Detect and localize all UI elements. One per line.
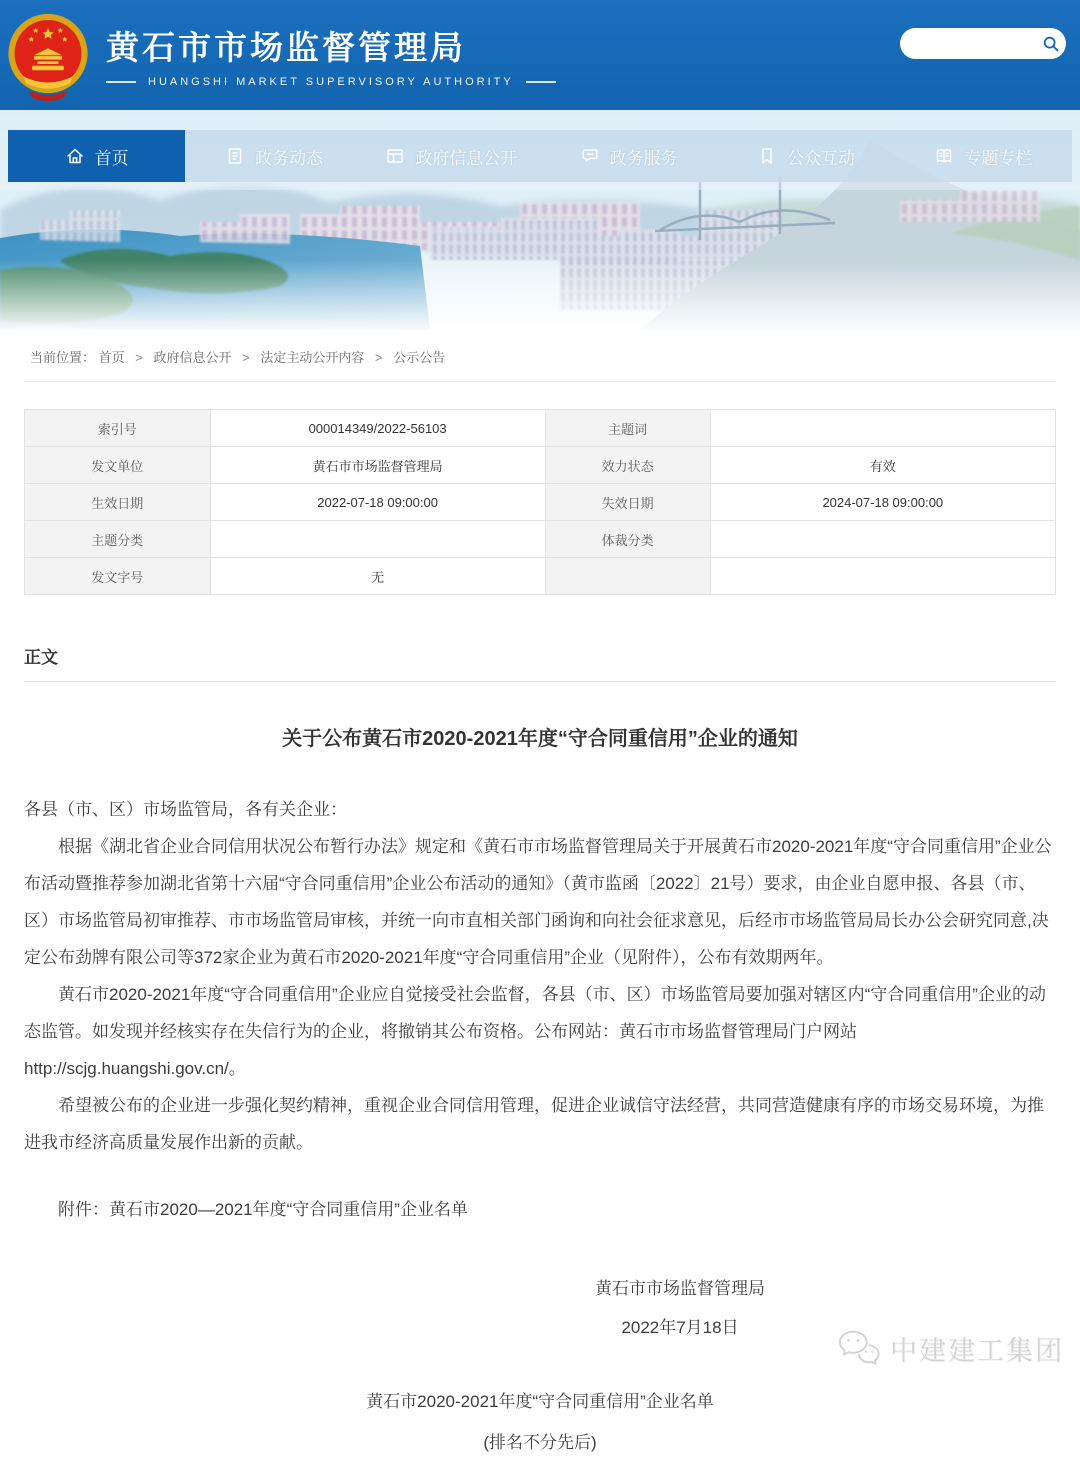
breadcrumb-item-statutory-content[interactable]: 法定主动公开内容 (260, 350, 364, 365)
meta-label-validity-status: 效力状态 (545, 447, 710, 484)
decorative-dash (526, 81, 556, 83)
search-input[interactable] (900, 36, 1036, 51)
meta-value-keywords (710, 410, 1055, 447)
meta-label-topic-category: 主题分类 (25, 521, 211, 558)
nav-item-label: 政务服务 (610, 144, 678, 169)
meta-value-index-no: 000014349/2022-56103 (210, 410, 545, 447)
document-meta-table (24, 409, 1056, 595)
open-book-icon (934, 146, 954, 166)
meta-value-empty (710, 558, 1055, 595)
nav-item-label: 政府信息公开 (415, 144, 517, 169)
meta-value-genre-category (710, 521, 1055, 558)
meta-label-document-no: 发文字号 (25, 558, 211, 595)
nav-item-news[interactable] (185, 130, 362, 182)
nav-item-label: 公众互动 (787, 144, 855, 169)
breadcrumb-prefix: 当前位置： (30, 350, 95, 365)
attachment-line: 附件：黄石市2020—2021年度“守合同重信用”企业名单 (24, 1191, 1056, 1228)
nav-item-special-columns[interactable] (895, 130, 1072, 182)
document-title: 关于公布黄石市2020-2021年度“守合同重信用”企业的通知 (24, 722, 1056, 751)
breadcrumb-separator: > (242, 350, 250, 365)
meta-value-document-no: 无 (210, 558, 545, 595)
site-branding (106, 22, 556, 88)
table-row (25, 484, 1056, 521)
nav-item-label: 专题专栏 (964, 144, 1032, 169)
breadcrumb (24, 330, 1056, 382)
site-subtitle-en: HUANGSHI MARKET SUPERVISORY AUTHORITY (106, 76, 556, 88)
meta-value-validity-status: 有效 (710, 447, 1055, 484)
signature-date: 2022年7月18日 (304, 1308, 1056, 1348)
nav-item-label: 首页 (95, 144, 129, 169)
nav-item-public-interaction[interactable] (717, 130, 894, 182)
search-box (900, 28, 1066, 59)
signature-org: 黄石市市场监督管理局 (304, 1269, 1056, 1309)
salutation: 各县（市、区）市场监管局，各有关企业： (24, 791, 1056, 828)
table-row (25, 447, 1056, 484)
breadcrumb-item-home[interactable]: 首页 (99, 350, 125, 365)
national-emblem-logo (4, 11, 92, 103)
signature-block (24, 1269, 1056, 1349)
info-window-icon (385, 146, 405, 166)
table-row (25, 558, 1056, 595)
meta-label-index-no: 索引号 (25, 410, 211, 447)
meta-label-expiry-date: 失效日期 (545, 484, 710, 521)
body-section-label: 正文 (24, 643, 1056, 668)
home-icon (65, 146, 85, 166)
meta-label-issuing-unit: 发文单位 (25, 447, 211, 484)
watermark-text: 中建建工集团 (890, 1329, 1064, 1368)
breadcrumb-separator: > (135, 350, 143, 365)
decorative-dash (106, 81, 136, 83)
meta-label-effective-date: 生效日期 (25, 484, 211, 521)
site-header (0, 0, 1080, 110)
search-icon (1042, 35, 1060, 53)
chat-bubble-icon (580, 146, 600, 166)
breadcrumb-item-announcements[interactable]: 公示公告 (393, 350, 445, 365)
nav-item-info-disclosure[interactable] (363, 130, 540, 182)
table-row (25, 410, 1056, 447)
section-divider (24, 681, 1056, 682)
meta-value-issuing-unit: 黄石市市场监督管理局 (210, 447, 545, 484)
nav-item-services[interactable] (540, 130, 717, 182)
breadcrumb-separator: > (375, 350, 383, 365)
search-button[interactable] (1036, 28, 1066, 59)
meta-value-effective-date: 2022-07-18 09:00:00 (210, 484, 545, 521)
nav-item-home[interactable] (8, 130, 185, 182)
paragraph: 根据《湖北省企业合同信用状况公布暂行办法》规定和《黄石市市场监督管理局关于开展黄石市2020-2021年度“守合同重信用”企业公布活动暨推荐参加湖北省第十六届“守合同重信用”企业公布活动的通知》（黄市监函〔2022〕21号）要求，由企业自愿申报、各县（市、区）市场监管局初审推荐、市市场监管局审核，并统一向市直相关部门函询和向社会征求意见，后经市市场监管局局长办公会研究同意,决定公布劲牌有限公司等372家企业为黄石市2020-2021年度“守合同重信用”企业（见附件），公布有效期两年。 (24, 828, 1056, 976)
document-body (24, 791, 1056, 1161)
meta-value-topic-category (210, 521, 545, 558)
nav-item-label: 政务动态 (255, 144, 323, 169)
meta-label-keywords: 主题词 (545, 410, 710, 447)
list-title: 黄石市2020-2021年度“守合同重信用”企业名单 (24, 1382, 1056, 1423)
list-subtitle: (排名不分先后) (24, 1423, 1056, 1464)
breadcrumb-item-info-disclosure[interactable]: 政府信息公开 (154, 350, 232, 365)
meta-value-expiry-date: 2024-07-18 09:00:00 (710, 484, 1055, 521)
paragraph: 黄石市2020-2021年度“守合同重信用”企业应自觉接受社会监督，各县（市、区）市场监管局要加强对辖区内“守合同重信用”企业的动态监管。如发现并经核实存在失信行为的企业，将撤销其公布资格。公布网站：黄石市市场监督管理局门户网站http://scjg.huangshi.gov.cn/。 (24, 976, 1056, 1087)
attachment-list-heading (24, 1382, 1056, 1464)
banner (0, 110, 1080, 330)
news-document-icon (225, 146, 245, 166)
page-content (0, 330, 1080, 1464)
paragraph: 希望被公布的企业进一步强化契约精神，重视企业合同信用管理，促进企业诚信守法经营，共同营造健康有序的市场交易环境，为推进我市经济高质量发展作出新的贡献。 (24, 1087, 1056, 1161)
meta-label-empty (545, 558, 710, 595)
bookmark-icon (757, 146, 777, 166)
site-title: 黄石市市场监督管理局 (106, 22, 556, 69)
main-nav (8, 130, 1072, 182)
table-row (25, 521, 1056, 558)
meta-label-genre-category: 体裁分类 (545, 521, 710, 558)
